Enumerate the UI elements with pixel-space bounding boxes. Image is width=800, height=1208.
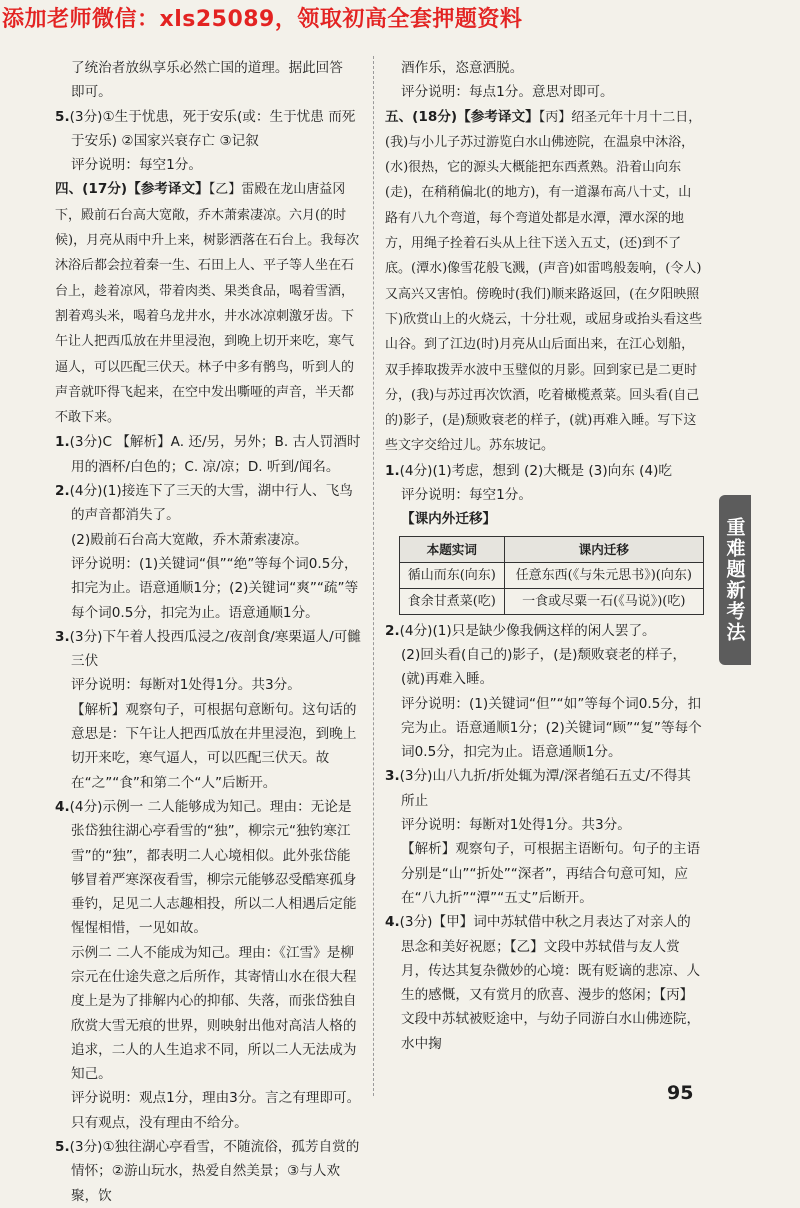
answer-2-part2: (2)回头看(自己的)影子，(是)颓败衰老的样子，(就)再难入睡。 <box>401 646 687 688</box>
answer-4: 4.(3分)【甲】词中苏轼借中秋之月表达了对亲人的思念和美好祝愿；【乙】文段中苏轼借与友人赏月，传达其复杂微妙的心境：既有贬谪的悲凉、人生的感慨，又有赏月的欣喜、漫步的悠闲；【丙】文段中苏轼被贬途中，与幼子同游白水山佛迹院，水中掬 <box>385 914 701 1052</box>
analysis-note: 【解析】观察句子，可根据主语断句。句子的主语分别是“山”“折处”“深者”，再结合句意可知，应在“八九折”“潭”“五丈”后断开。 <box>401 841 701 906</box>
answer-3: 3.(3分)下午着人投西瓜浸之/夜剖食/寒栗逼人/可雠三伏 <box>55 628 361 670</box>
answer-2-part2: (2)殿前石台高大宽敞，乔木萧索凄凉。 <box>71 531 308 548</box>
column-divider <box>373 56 374 1096</box>
left-column <box>55 56 361 1208</box>
answer-5: 5.(3分)①生于忧患，死于安乐(或：生于忧患 而死于安乐) ②国家兴衰存亡 ③记叙 <box>55 108 356 149</box>
answer-1: 1.(4分)(1)考虑，想到 (2)大概是 (3)向东 (4)吃 <box>385 462 672 479</box>
answer-2: 2.(4分)(1)接连下了三天的大雪，湖中行人、飞鸟的声音都消失了。 <box>55 483 353 524</box>
answer-5b: 5.(3分)①独往湖心亭看雪，不随流俗，孤芳自赏的情怀；②游山玩水，热爱自然美景；③与人欢聚，饮 <box>55 1139 360 1204</box>
continued-text: 酒作乐，恣意洒脱。 <box>401 60 524 76</box>
section-4: 四、(17分)【参考译文】【乙】雷殿在龙山唐益冈下，殿前石台高大宽敞，乔木萧索凄凉。六月(的时候)，月亮从雨中升上来，树影洒落在石台上。我每次沐浴后都会拉着秦一生、石田上人、平子等人坐在石台上，趁着凉风，带着肉类、果类食品，喝着雪酒，割着鸡头米，喝着乌龙井水，井水冰凉刺激牙齿。下午让人把西瓜放在井里浸泡，到晚上切开来吃，寒气逼人，可以匹配三伏天。林子中多有鹘鸟，听到人的声音就吓得飞起来，在空中发出嘶哑的声音，半天都不敢下来。 <box>55 181 360 426</box>
answer-4-example2: 示例二 二人不能成为知己。理由：《江雪》是柳宗元在仕途失意之后所作，其寄情山水在很大程度上是为了排解内心的抑郁、失落，而张岱独自欣赏大雪无痕的世界，则映射出他对高洁人格的追求，二人的人生追求不同，所以二人无法成为知己。 <box>71 944 357 1083</box>
table-cell: 一食或尽粟一石(《马说》)(吃) <box>504 588 703 614</box>
analysis-note: 【解析】观察句子，可根据句意断句。这句话的意思是：下午让人把西瓜放在井里浸泡，到晚上切开来吃，寒气逼人，可以匹配三伏天。故在“之”“食”和第二个“人”后断开。 <box>71 701 357 791</box>
answer-4: 4.(4分)示例一 二人能够成为知己。理由：无论是张岱独往湖心亭看雪的“独”，柳宗元“独钓寒江雪”的“独”，都表明二人心境相似。此外张岱能够冒着严寒深夜看雪，柳宗元能够忍受酷寒孤身垂钓，足见二人志趣相投，所以二人相遇后定能惺惺相惜，一见如故。 <box>55 798 357 937</box>
transfer-table <box>399 536 704 615</box>
answer-2: 2.(4分)(1)只是缺少像我俩这样的闲人罢了。 <box>385 622 656 639</box>
score-note: 评分说明：每空1分。 <box>401 487 532 504</box>
right-column <box>385 56 703 1056</box>
score-note: 评分说明：(1)关键词“俱”“绝”等每个词0.5分，扣完为止。语意通顺1分；(2)关键词“爽”“疏”等每个词0.5分，扣完为止。语意通顺1分。 <box>71 555 359 621</box>
score-note: 评分说明：每断对1处得1分。共3分。 <box>71 677 301 694</box>
score-note: 评分说明：(1)关键词“但”“如”等每个词0.5分，扣完为止。语意通顺1分；(2)关键词“顾”“复”等每个词0.5分，扣完为止。语意通顺1分。 <box>401 695 702 761</box>
transfer-title: 【课内外迁移】 <box>401 511 497 528</box>
table-header: 本题实词 <box>400 536 505 562</box>
score-note: 评分说明：每断对1处得1分。共3分。 <box>401 817 631 834</box>
score-note: 评分说明：每空1分。 <box>71 157 202 174</box>
table-cell: 任意东西(《与朱元思书》)(向东) <box>504 562 703 588</box>
table-cell: 食余甘煮菜(吃) <box>400 588 505 614</box>
answer-3: 3.(3分)山八九折/折处辄为潭/深者缒石五丈/不得其所止 <box>385 768 691 809</box>
table-header: 课内迁移 <box>504 536 703 562</box>
promo-banner: 添加老师微信：xls25089，领取初高全套押题资料 <box>2 7 523 32</box>
continued-text: 了统治者放纵享乐必然亡国的道理。据此回答 即可。 <box>71 60 343 101</box>
section-tab: 重难题新考法 <box>719 495 751 665</box>
score-note: 评分说明：每点1分。意思对即可。 <box>401 84 614 101</box>
table-row <box>400 562 704 588</box>
page-number: 95 <box>667 1082 694 1104</box>
section-5: 五、(18分)【参考译文】【丙】绍圣元年十月十二日，(我)与小儿子苏过游览白水山佛迹院，在温泉中沐浴，(水)很热，它的源头大概能把东西煮熟。沿着山向东(走)，在稍稍偏北(的地方)，有一道瀑布高八十丈，山路有八九个弯道，每个弯道处都是水潭，潭水深的地方，用绳子拴着石头从上往下送入五丈，(还)到不了底。(潭水)像雪花般飞溅，(声音)如雷鸣般轰响，(令人)又高兴又害怕。傍晚时(我们)顺来路返回，(在夕阳映照下)欣赏山上的火烧云，十分壮观，或屈身或抬头看这些山谷。到了江边(时)月亮从山后面出来，在江心划船，双手捧取拨弄水波中玉璧似的月影。回到家已是二更时分，(我)与苏过再次饮酒，吃着橄榄煮菜。回头看(自己的)影子，(是)颓败衰老的样子，(就)再难入睡。写下这些文字交给过儿。苏东坡记。 <box>385 108 703 454</box>
answer-1: 1.(3分)C 【解析】A. 还/另，另外；B. 古人罚酒时用的酒杯/白色的；C. 凉/凉；D. 听到/闻名。 <box>55 434 361 475</box>
score-note: 评分说明：观点1分，理由3分。言之有理即可。只有观点，没有理由不给分。 <box>71 1090 361 1131</box>
table-row <box>400 588 704 614</box>
table-cell: 循山而东(向东) <box>400 562 505 588</box>
